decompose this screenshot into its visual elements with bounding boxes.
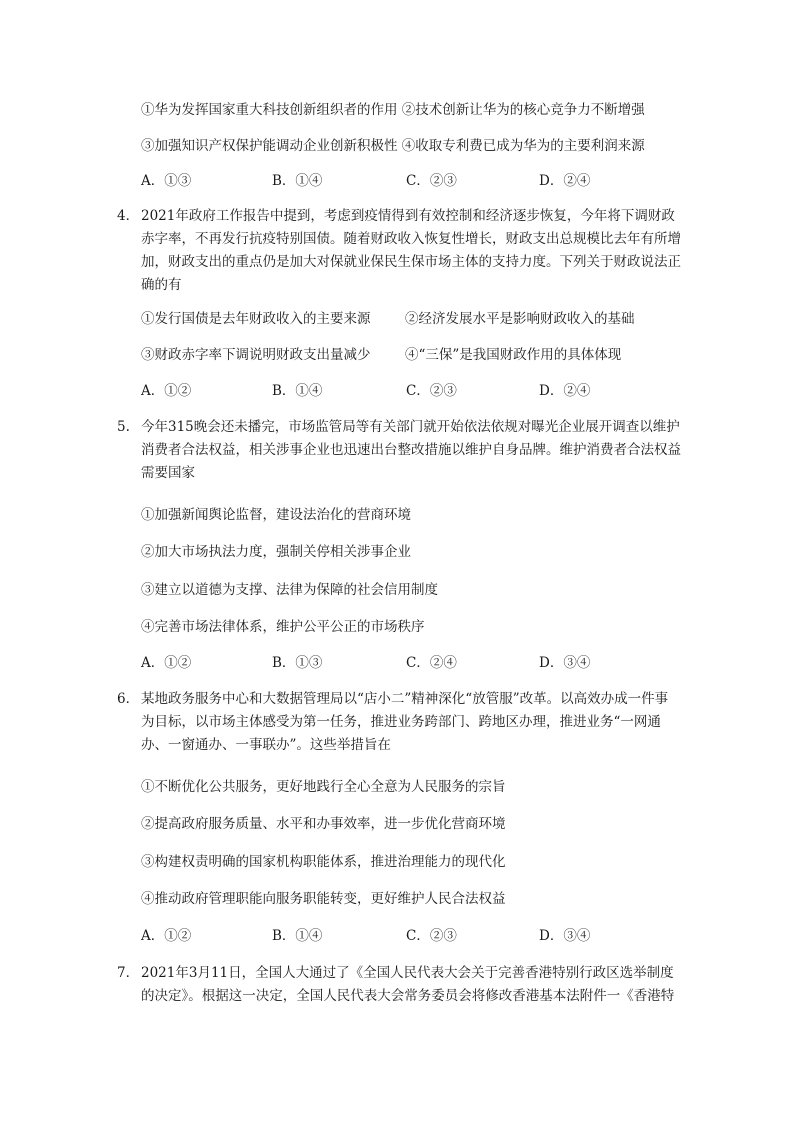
q6-choices	[141, 927, 661, 945]
q3-choices	[141, 172, 661, 190]
q4-choice-a: A．①②	[141, 383, 192, 399]
q4-number: 4．	[117, 208, 140, 224]
q4-choice-b: B．①④	[272, 383, 323, 399]
q5-choice-a: A．①②	[141, 655, 192, 671]
q6-option-2: ②提高政府服务质量、水平和办事效率，进一步优化营商环境	[141, 816, 506, 832]
q3-option-line-2: ③加强知识产权保护能调动企业创新积极性 ④收取专利费已成为华为的主要利润来源	[141, 138, 645, 154]
q5-choice-d: D．③④	[539, 655, 591, 671]
q6-option-1: ①不断优化公共服务，更好地践行全心全意为人民服务的宗旨	[141, 779, 506, 795]
q4-option-1: ①发行国债是去年财政收入的主要来源	[141, 311, 371, 327]
q5-number: 5.	[117, 419, 130, 435]
q6-option-4: ④推动政府管理职能向服务职能转变，更好维护人民合法权益	[141, 891, 506, 907]
q4-option-2: ②经济发展水平是影响财政收入的基础	[405, 311, 635, 327]
q3-option-line-1: ①华为发挥国家重大科技创新组织者的作用 ②技术创新让华为的核心竞争力不断增强	[141, 102, 645, 118]
q5-stem: 今年315晚会还未播完，市场监管局等有关部门就开始依法依规对曝光企业展开调查以维护消费者合法权益，相关涉事企业也迅速出台整改措施以维护自身品牌。维护消费者合法权益需要国家	[141, 419, 681, 481]
q5-option-4: ④完善市场法律体系，维护公平公正的市场秩序	[141, 619, 425, 635]
q4-option-3: ③财政赤字率下调说明财政支出量减少	[141, 347, 371, 363]
q6-number: 6．	[117, 691, 140, 707]
q3-choice-d: D．②④	[539, 173, 591, 189]
q5-choices	[141, 654, 661, 672]
q6-choice-c: C．②③	[406, 928, 457, 944]
q5-option-1: ①加强新闻舆论监督，建设法治化的营商环境	[141, 507, 411, 523]
q5-choice-b: B．①③	[272, 655, 323, 671]
q3-choice-a: A．①③	[141, 173, 192, 189]
q5-option-3: ③建立以道德为支撑、法律为保障的社会信用制度	[141, 582, 438, 598]
q4-choice-d: D．②④	[539, 383, 591, 399]
q4-option-4: ④“三保”是我国财政作用的具体体现	[405, 347, 622, 363]
q7-number: 7．	[117, 965, 140, 981]
q6-choice-a: A．①②	[141, 928, 192, 944]
q7-stem: 2021年3月11日，全国人大通过了《全国人民代表大会关于完善香港特别行政区选举制度的决定》。根据这一决定，全国人民代表大会常务委员会将修改香港基本法附件一《香港特	[141, 965, 675, 1004]
q4-stem: 2021年政府工作报告中提到，考虑到疫情得到有效控制和经济逐步恢复，今年将下调财政赤字率，不再发行抗疫特别国债。随着财政收入恢复性增长，财政支出总规模比去年有所增加，财政支出的重点仍是加大对保就业保民生保市场主体的支持力度。下列关于财政说法正确的有	[141, 208, 681, 293]
q6-choice-b: B．①④	[272, 928, 323, 944]
q6-choice-d: D．③④	[539, 928, 591, 944]
q5-option-2: ②加大市场执法力度，强制关停相关涉事企业	[141, 544, 411, 560]
q3-choice-c: C．②③	[406, 173, 457, 189]
q6-option-3: ③构建权责明确的国家机构职能体系，推进治理能力的现代化	[141, 854, 506, 870]
q3-choice-b: B．①④	[272, 173, 323, 189]
q5-choice-c: C．②④	[406, 655, 457, 671]
q6-stem: 某地政务服务中心和大数据管理局以“店小二”精神深化“放管服”改革。以高效办成一件事为目标，以市场主体感受为第一任务，推进业务跨部门、跨地区办理，推进业务“一网通办、一窗通办、一事联办”。这些举措旨在	[141, 691, 669, 753]
q4-choice-c: C．②③	[406, 383, 457, 399]
q4-choices	[141, 382, 661, 400]
